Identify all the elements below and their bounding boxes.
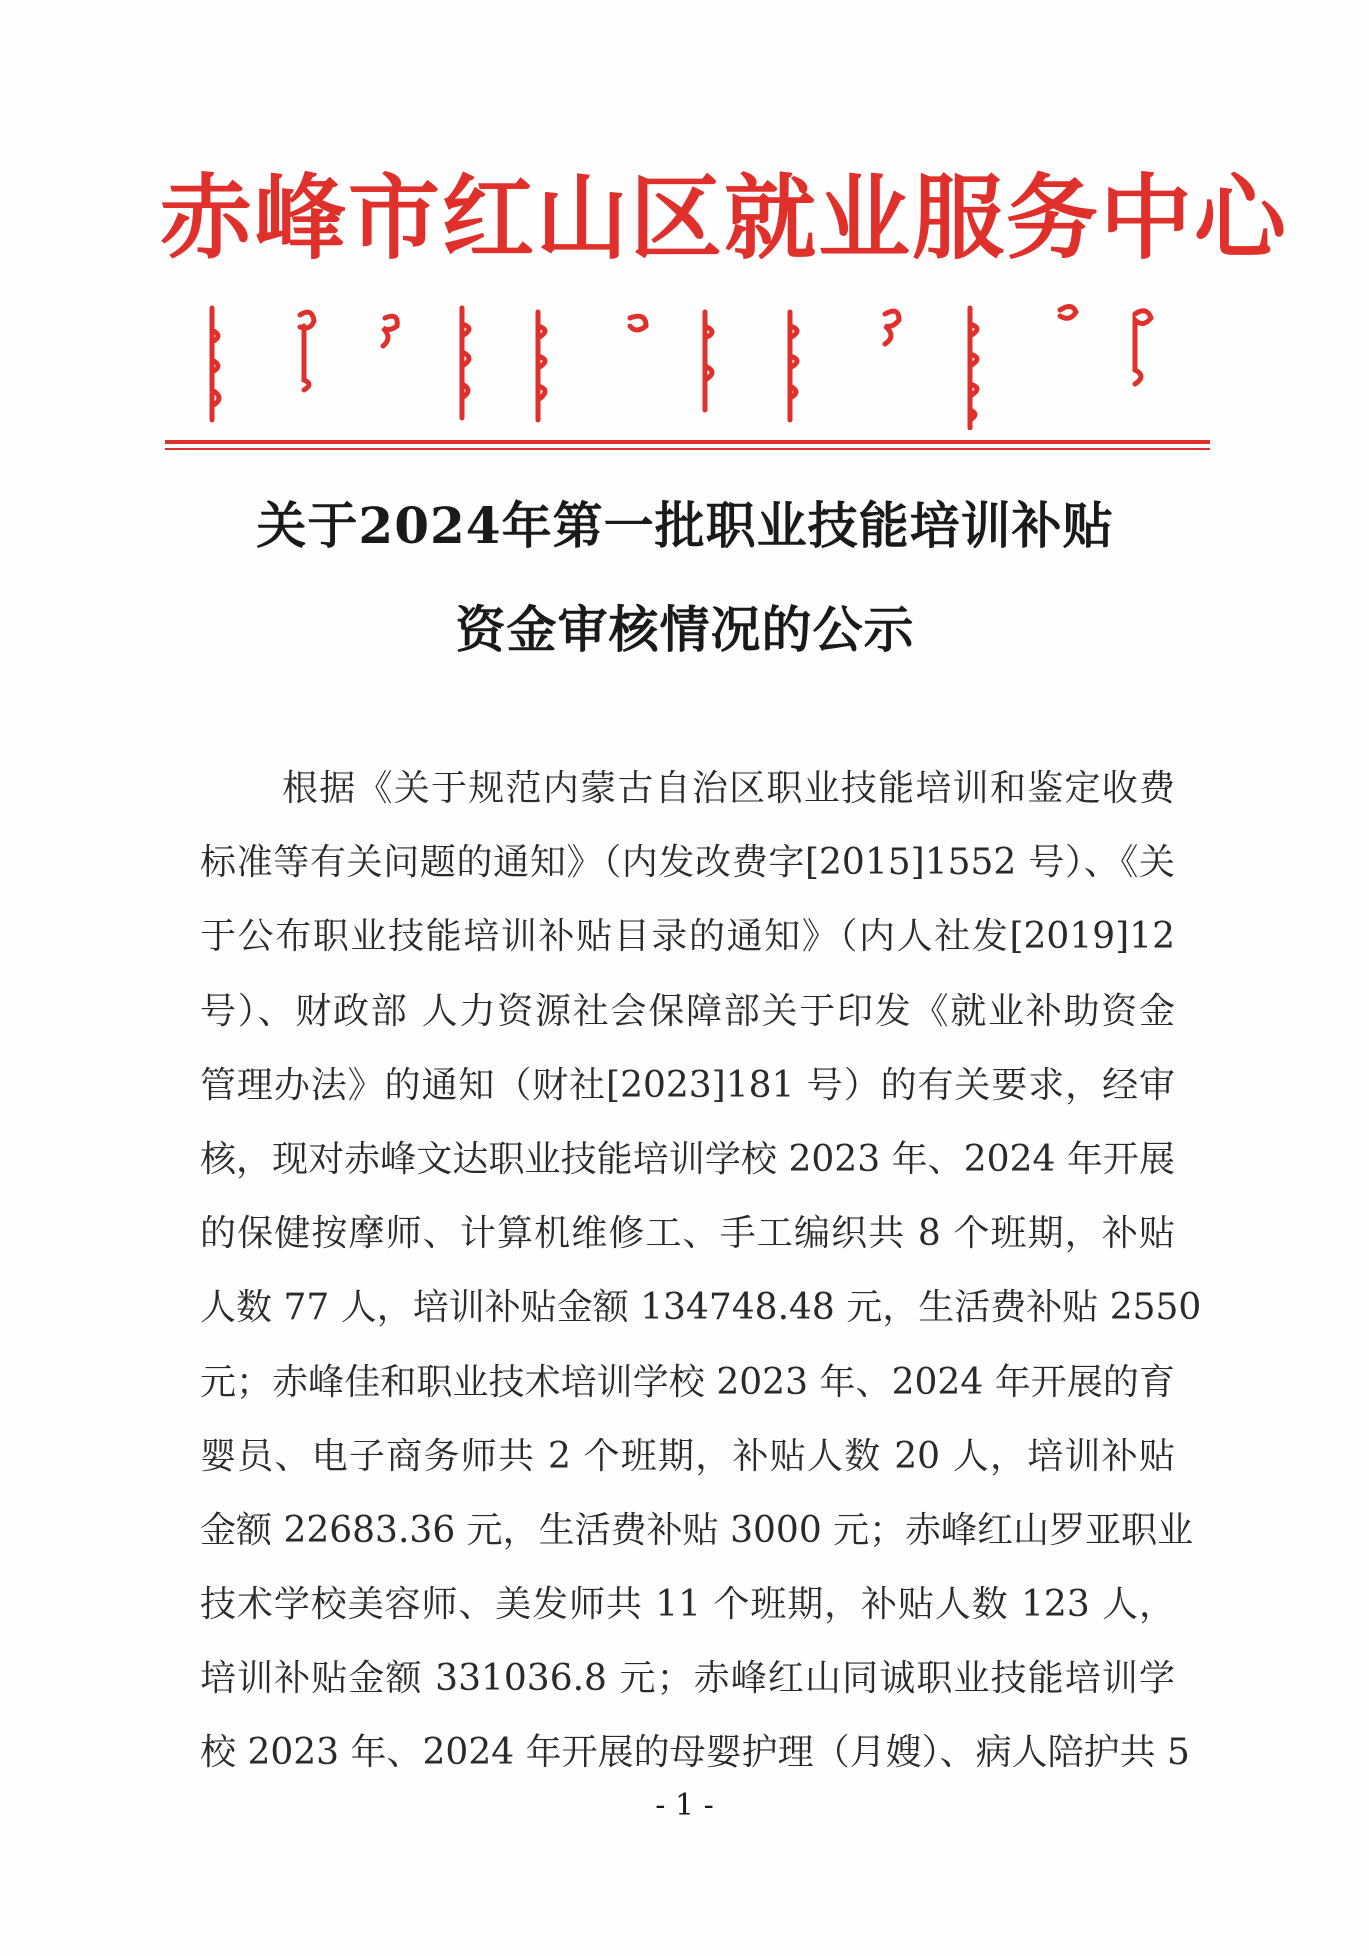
body-line: 的保健按摩师、计算机维修工、手工编织共 8 个班期，补贴	[200, 1213, 1175, 1255]
document-title-line-1: 关于2024年第一批职业技能培训补贴	[256, 496, 1114, 555]
org-letterhead-name: 赤峰市红山区就业服务中心	[160, 164, 1289, 272]
document-body	[200, 752, 1202, 1791]
page-number: - 1 -	[655, 1788, 714, 1823]
body-line: 管理办法》的通知（财社[2023]181 号）的有关要求，经审	[200, 1064, 1175, 1106]
body-line: 标准等有关问题的通知》（内发改费字[2015]1552 号）、《关	[200, 842, 1175, 884]
body-line: 于公布职业技能培训补贴目录的通知》（内人社发[2019]12	[200, 916, 1175, 958]
letterhead-divider-thin	[165, 448, 1210, 450]
body-line: 核，现对赤峰文达职业技能培训学校 2023 年、2024 年开展	[200, 1138, 1175, 1180]
body-line: 培训补贴金额 331036.8 元；赤峰红山同诚职业技能培训学	[200, 1658, 1175, 1700]
body-line: 婴员、电子商务师共 2 个班期，补贴人数 20 人，培训补贴	[200, 1435, 1175, 1477]
body-line: 根据《关于规范内蒙古自治区职业技能培训和鉴定收费	[282, 768, 1175, 809]
body-line: 号）、财政部 人力资源社会保障部关于印发《就业补助资金	[200, 990, 1175, 1032]
body-line: 元；赤峰佳和职业技术培训学校 2023 年、2024 年开展的育	[200, 1361, 1175, 1403]
body-line: 校 2023 年、2024 年开展的母婴护理（月嫂）、病人陪护共 5	[200, 1732, 1190, 1774]
document-title-line-2: 资金审核情况的公示	[455, 600, 915, 659]
body-line: 金额 22683.36 元，生活费补贴 3000 元；赤峰红山罗亚职业	[200, 1509, 1194, 1551]
body-line: 人数 77 人，培训补贴金额 134748.48 元，生活费补贴 2550	[200, 1287, 1202, 1329]
body-line: 技术学校美容师、美发师共 11 个班期，补贴人数 123 人，	[200, 1584, 1175, 1626]
mongolian-letterhead-icon	[200, 300, 1170, 430]
letterhead-divider-thick	[165, 440, 1210, 444]
mongolian-script-icon	[200, 300, 1170, 430]
